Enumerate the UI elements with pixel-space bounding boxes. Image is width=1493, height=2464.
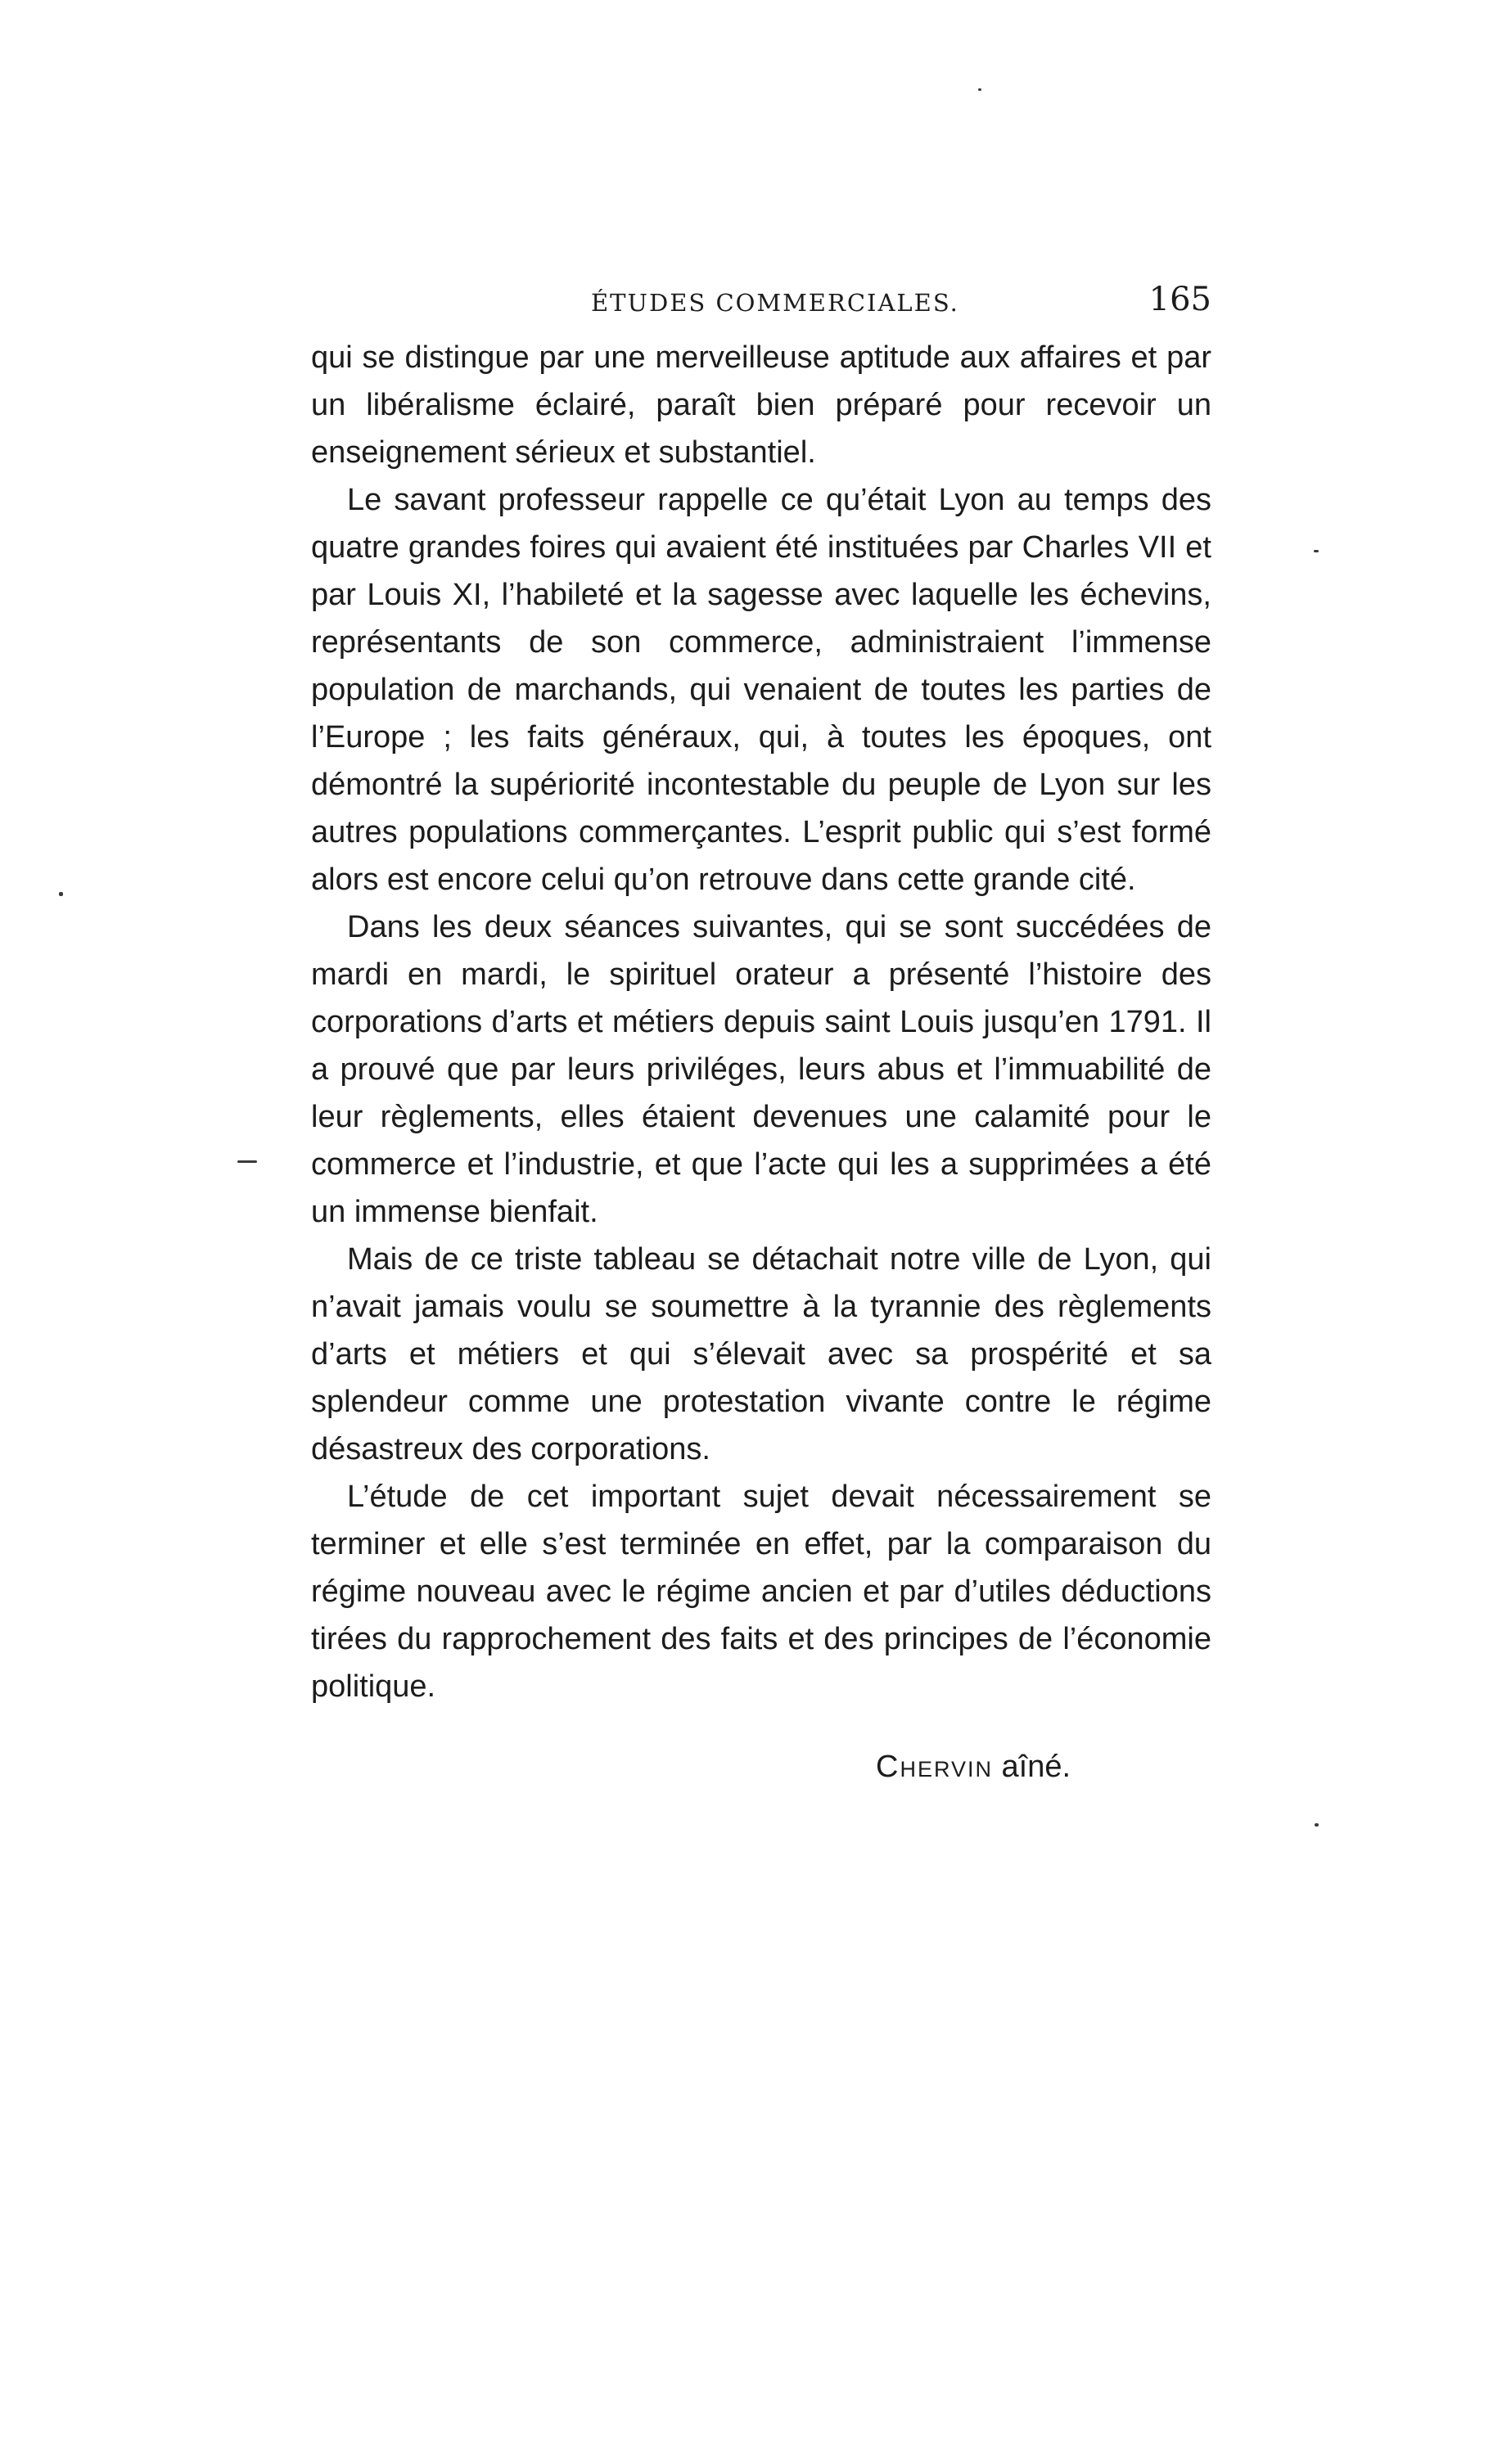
signature-name: Chervin <box>876 1750 993 1784</box>
paragraph-5: L’étude de cet important sujet devait nécessairement se terminer et elle s’est terminée en effet, par la comparaison du régime nouveau avec le régime ancien et par d’utiles déductions tirées du rapprochement des faits et des principes de l’économie politique. <box>311 1480 1211 1704</box>
scan-speck <box>1314 550 1319 552</box>
page-number: 165 <box>1148 281 1211 318</box>
author-signature <box>876 1750 1071 1785</box>
page-header <box>311 281 1211 330</box>
paragraph-4: Mais de ce triste tableau se détachait notre ville de Lyon, qui n’avait jamais voulu se soumettre à la tyrannie des règlements d’arts et métiers et qui s’élevait avec sa prospérité et sa splendeur comme une protestation vivante contre le régime désastreux des corporations. <box>311 1242 1211 1466</box>
signature-suffix: aîné. <box>1001 1750 1071 1784</box>
paragraph-1: qui se distingue par une merveilleuse aptitude aux affaires et par un libéralisme éclairé, paraît bien préparé pour recevoir un enseignement sérieux et substantiel. <box>311 340 1211 470</box>
scan-speck <box>978 88 981 91</box>
scan-speck <box>59 892 63 896</box>
paragraph-3: Dans les deux séances suivantes, qui se sont succédées de mardi en mardi, le spirituel orateur a présenté l’histoire des corporations d’arts et métiers depuis saint Louis jusqu’en 1791. Il a prouvé que par leurs priviléges, leurs abus et l’immuabilité de leur règlements, elles étaient devenues une calamité pour le commerce et l’industrie, et que l’acte qui les a supprimées a été un immense bienfait. <box>311 910 1211 1229</box>
scan-speck <box>237 1160 257 1163</box>
paragraph-2: Le savant professeur rappelle ce qu’était Lyon au temps des quatre grandes foires qui avaient été instituées par Charles VII et par Louis XI, l’habileté et la sagesse avec laquelle les échevins, représentants de son commerce, administraient l’immense population de marchands, qui venaient de toutes les parties de l’Europe ; les faits généraux, qui, à toutes les époques, ont démontré la supériorité incontestable du peuple de Lyon sur les autres populations commerçantes. L’esprit public qui s’est formé alors est encore celui qu’on retrouve dans cette grande cité. <box>311 483 1211 897</box>
body-text <box>311 334 1211 1710</box>
scan-speck <box>1315 1823 1319 1827</box>
running-title: ÉTUDES COMMERCIALES. <box>591 289 959 317</box>
